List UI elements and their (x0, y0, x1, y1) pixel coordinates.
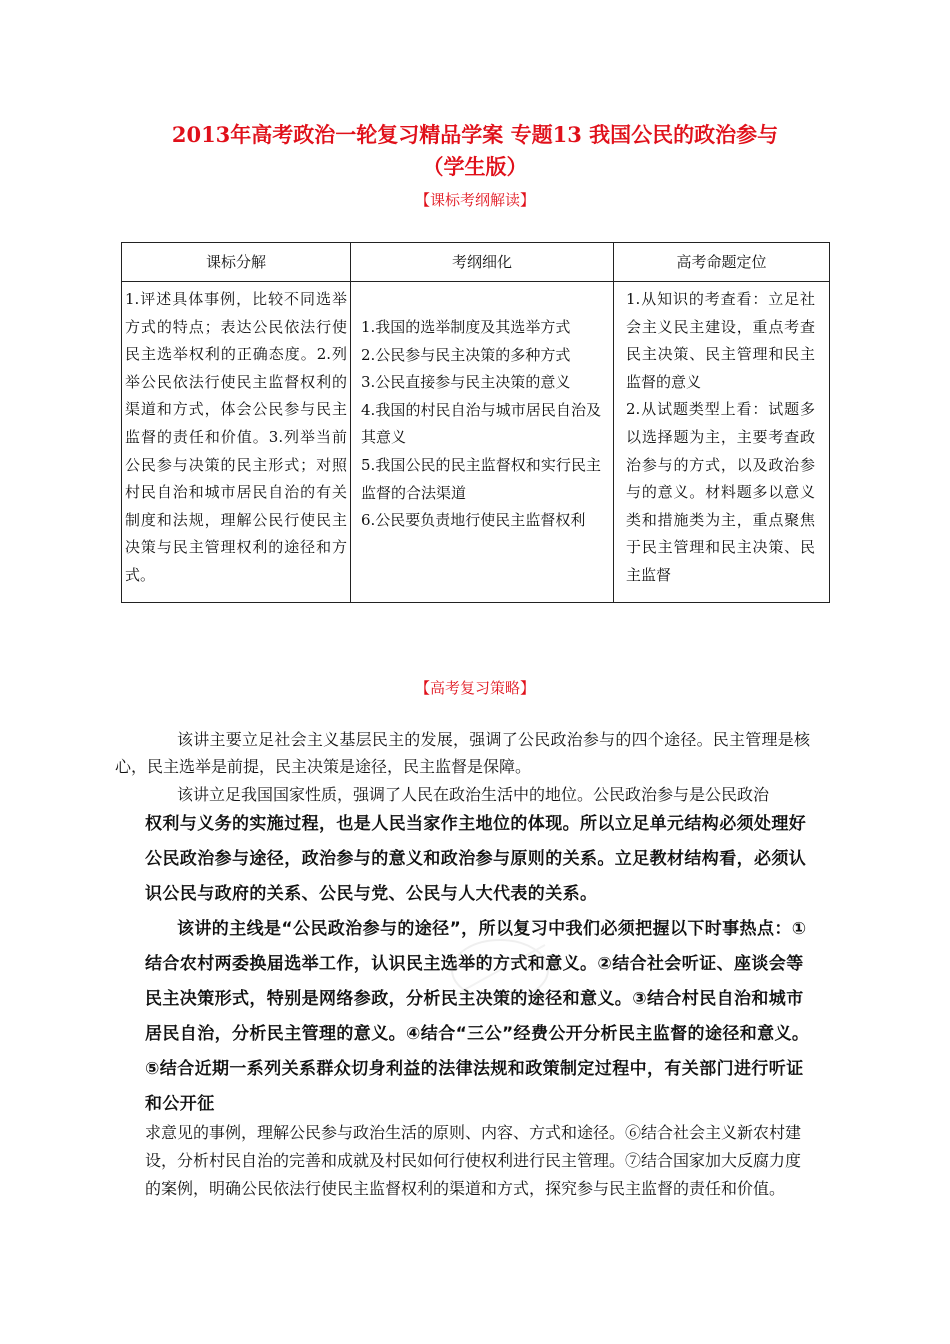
paragraph-text: 该讲主要立足社会主义基层民主的发展，强调了公民政治参与的四个途径。民主管理是核心，民主选举是前提，民主决策是途径，民主监督是保障。 (115, 730, 810, 776)
table-row (122, 282, 830, 603)
list-item: 4.我国的村民自治与城市居民自治及其意义 (361, 400, 601, 447)
paragraph-text-bold: 权利与义务的实施过程，也是人民当家作主地位的体现。所以立足单元结构必须处理好公民政治参与途径，政治参与的意义和政治参与原则的关系。立足教材结构看，必须认识公民与政府的关系、公民与党、公民与人大代表的关系。 (145, 814, 807, 904)
outline-list (351, 282, 613, 535)
section-heading-strategy: 【高考复习策略】 (414, 679, 535, 697)
list-item: 1.我国的选举制度及其选举方式 (361, 318, 571, 336)
table-cell-exam-focus (614, 282, 830, 603)
list-item: 1.从知识的考查看：立足社会主义民主建设，重点考查民主决策、民主管理和民主监督的意义 (626, 290, 815, 391)
table-cell-outline-details (351, 282, 614, 603)
table-header-cell: 高考命题定位 (614, 243, 830, 282)
curriculum-table (121, 242, 830, 603)
table-header-cell: 考纲细化 (351, 243, 614, 282)
table-cell-standards (122, 282, 351, 603)
table-header-row (122, 243, 830, 282)
document-title-line1: 2013年高考政治一轮复习精品学案 专题13 我国公民的政治参与 (171, 122, 779, 147)
list-item: 2.公民参与民主决策的多种方式 (361, 345, 571, 364)
list-item: 6.公民要负责地行使民主监督权利 (361, 511, 586, 530)
list-item: 2.从试题类型上看：试题多以选择题为主，主要考查政治参与的方式，以及政治参与的意义。材料题多以意义类和措施类为主，重点聚焦于民主管理和民主决策、民主监督 (626, 400, 815, 584)
paragraph-text: 该讲立足我国国家性质，强调了人民在政治生活中的地位。公民政治参与是公民政治 (177, 785, 770, 804)
document-title-line2: （学生版） (422, 154, 528, 179)
list-item: 3.公民直接参与民主决策的意义 (361, 373, 571, 392)
table-header-cell: 课标分解 (122, 243, 351, 282)
strategy-paragraph-1 (115, 726, 810, 780)
section-heading-curriculum: 【课标考纲解读】 (414, 191, 535, 209)
strategy-paragraphs (145, 781, 810, 1203)
exam-focus-list (614, 282, 829, 590)
paragraph-text: 求意见的事例，理解公民参与政治生活的原则、内容、方式和途径。⑥结合社会主义新农村建设，分析村民自治的完善和成就及村民如何行使权利进行民主管理。⑦结合国家加大反腐力度的案例，明确公民依法行使民主监督权利的渠道和方式，探究参与民主监督的责任和价值。 (145, 1123, 802, 1198)
paragraph-text-bold: 该讲的主线是“公民政治参与的途径”，所以复习中我们必须把握以下时事热点：①结合农村两委换届选举工作，认识民主选举的方式和意义。②结合社会听证、座谈会等民主决策形式，特别是网络参政，分析民主决策的途径和意义。③结合村民自治和城市居民自治，分析民主管理的意义。④结合“三公”经费公开分析民主监督的途径和意义。⑤结合近期一系列关系群众切身利益的法律法规和政策制定过程中，有关部门进行听证和公开征 (145, 919, 810, 1114)
standards-text: 1.评述具体事例，比较不同选举方式的特点；表达公民依法行使民主选举权利的正确态度。2.列举公民依法行使民主监督权利的渠道和方式，体会公民参与民主监督的责任和价值。3.列举当前公民参与决策的民主形式；对照村民自治和城市居民自治的有关制度和法规，理解公民行使民主决策与民主管理权利的途径和方式。 (125, 290, 347, 584)
list-item: 5.我国公民的民主监督权和实行民主监督的合法渠道 (361, 455, 601, 502)
